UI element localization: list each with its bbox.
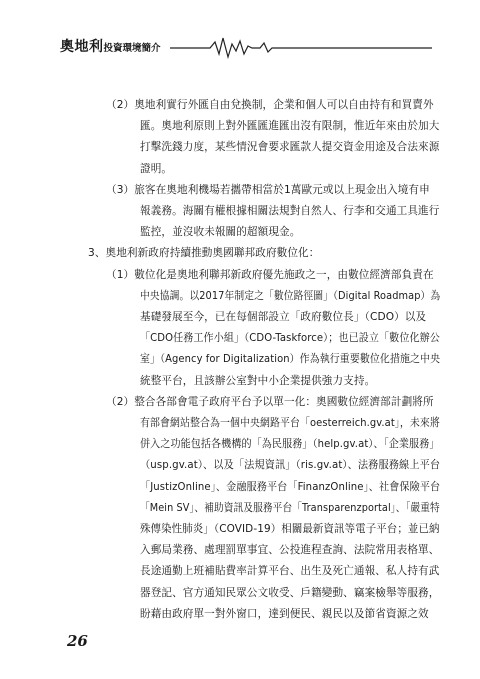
- text-line: 打擊洗錢力度，某些情況會要求匯款人提交資金用途及合法來源: [140, 141, 440, 154]
- text-line: 統整平台，且該辦公室對中小企業提供強力支持。: [140, 374, 376, 387]
- text-line: 殊傳染性肺炎」（COVID-19）相關最新資訊等電子平台；並已納: [140, 523, 440, 535]
- text-line: 入郵局業務、處理罰單事宜、公投進程查詢、法院常用表格單、: [140, 544, 440, 557]
- text-line: （1）數位化是奧地利聯邦新政府優先施政之一，由數位經濟部負責在: [106, 268, 434, 281]
- text-line: 器登記、官方通知民眾公文收受、戶籍變動、竊案檢舉等服務，: [140, 586, 440, 599]
- text-line: （2）整合各部會電子政府平台予以單一化：奧國數位經濟部計劃將所: [106, 395, 434, 408]
- text-line: 報義務。海關有權根據相關法規對自然人、行李和交通工具進行: [140, 205, 440, 217]
- text-line: 3、奧地利新政府持續推動奧國聯邦政府數位化：: [88, 247, 320, 260]
- text-line: 併入之功能包括各機構的「為民服務」（help.gv.at）、「企業服務」: [140, 438, 440, 451]
- text-line: 「Mein SV」、補助資訊及服務平台「Transparenzportal」、「嚴重特: [140, 501, 440, 514]
- text-line: 監控，並沒收未報關的超額現金。: [140, 226, 301, 239]
- text-line: 室」（Agency for Digitalization）作為執行重要數位化措施之中央: [140, 353, 441, 366]
- text-line: 中央協調。以2017年制定之「數位路徑圖」（Digital Roadmap）為: [140, 289, 441, 302]
- text-line: 「CDO任務工作小組」（CDO-Taskforce）；也已設立「數位化辦公: [140, 332, 440, 345]
- text-line: 有部會網站整合為一個中央網路平台「oesterreich.gv.at」，未來將: [140, 417, 440, 429]
- text-line: 長途通勤上班補貼費率計算平台、出生及死亡通報、私人持有武: [140, 565, 440, 578]
- text-line: 證明。: [140, 162, 173, 175]
- header-title-sub: 投資環境簡介: [103, 43, 161, 54]
- text-line: 匯。奧地利原則上對外匯匯進匯出沒有限制，惟近年來由於加大: [140, 120, 440, 133]
- text-line: （3）旅客在奧地利機場若攜帶相當於1萬歐元或以上現金出入境有申: [106, 183, 430, 196]
- text-line: 盼藉由政府單一對外窗口，達到便民、親民以及節省資源之效: [140, 607, 429, 620]
- header-title-main: 奧地利: [60, 39, 104, 55]
- page-number: 26: [67, 632, 88, 650]
- text-line: 「JustizOnline」、金融服務平台「FinanzOnline」、社會保險平台: [140, 480, 441, 493]
- text-line: 基礎發展至今，已在每個部設立「政府數位長」（CDO）以及: [140, 311, 427, 323]
- text-line: （2）奧地利實行外匯自由兌換制，企業和個人可以自由持有和買賣外: [106, 99, 434, 111]
- text-line: （usp.gv.at）、以及「法規資訊」（ris.gv.at）、法務服務線上平台: [140, 459, 441, 472]
